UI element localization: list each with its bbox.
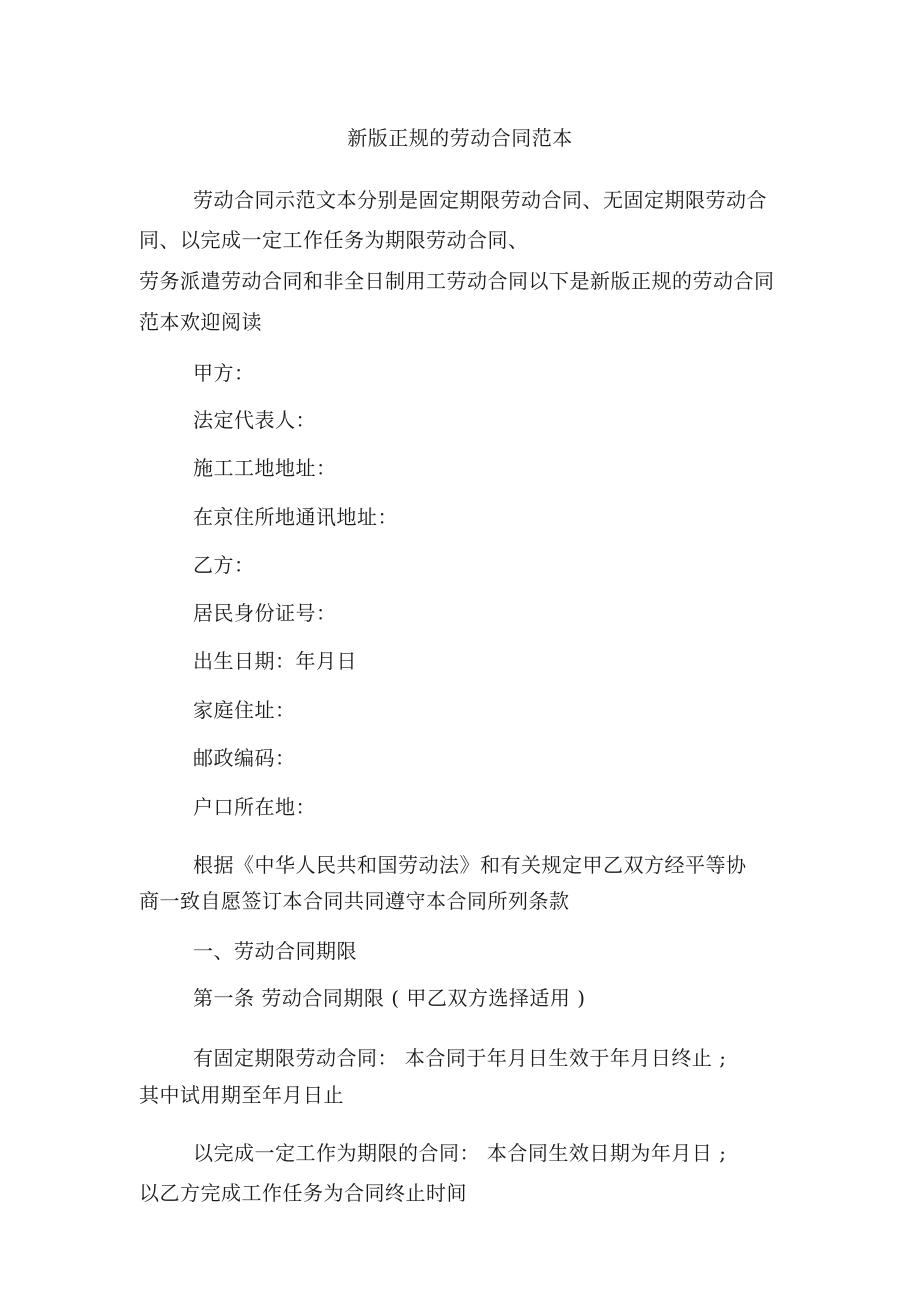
field-postal-code: 邮政编码： — [193, 746, 296, 770]
field-id-number: 居民身份证号： — [193, 601, 337, 625]
field-legal-rep: 法定代表人： — [193, 408, 316, 432]
basis-line-2: 商一致自愿签订本合同共同遵守本合同所列条款 — [139, 889, 570, 913]
field-birth-date: 出生日期：年月日 — [193, 649, 357, 673]
article-1: 第一条 劳动合同期限 ( 甲乙双方选择适用 ) — [193, 986, 586, 1010]
fixed-term-line-2: 其中试用期至年月日止 — [139, 1083, 344, 1107]
task-term-line-1: 以完成一定工作为期限的合同： 本合同生效日期为年月日 ; — [193, 1141, 727, 1165]
field-party-b: 乙方： — [193, 553, 255, 577]
intro-line-1: 劳动合同示范文本分别是固定期限劳动合同、无固定期限劳动合 — [193, 188, 767, 212]
field-home-address: 家庭住址： — [193, 698, 296, 722]
field-party-a: 甲方： — [193, 361, 255, 385]
task-term-line-2: 以乙方完成工作任务为合同终止时间 — [139, 1181, 467, 1205]
field-site-address: 施工工地地址： — [193, 456, 337, 480]
field-hukou: 户口所在地： — [193, 795, 316, 819]
basis-line-1: 根据《中华人民共和国劳动法》和有关规定甲乙双方经平等协 — [193, 853, 747, 877]
intro-line-4: 范本欢迎阅读 — [139, 310, 262, 334]
intro-line-3: 劳务派遣劳动合同和非全日制用工劳动合同以下是新版正规的劳动合同 — [139, 269, 775, 293]
field-beijing-address: 在京住所地通讯地址： — [193, 505, 398, 529]
page-title: 新版正规的劳动合同范本 — [347, 126, 573, 150]
section-heading: 一、劳动合同期限 — [193, 939, 357, 963]
fixed-term-line-1: 有固定期限劳动合同： 本合同于年月日生效于年月日终止 ; — [193, 1046, 727, 1070]
intro-line-2: 同、以完成一定工作任务为期限劳动合同、 — [139, 228, 529, 252]
